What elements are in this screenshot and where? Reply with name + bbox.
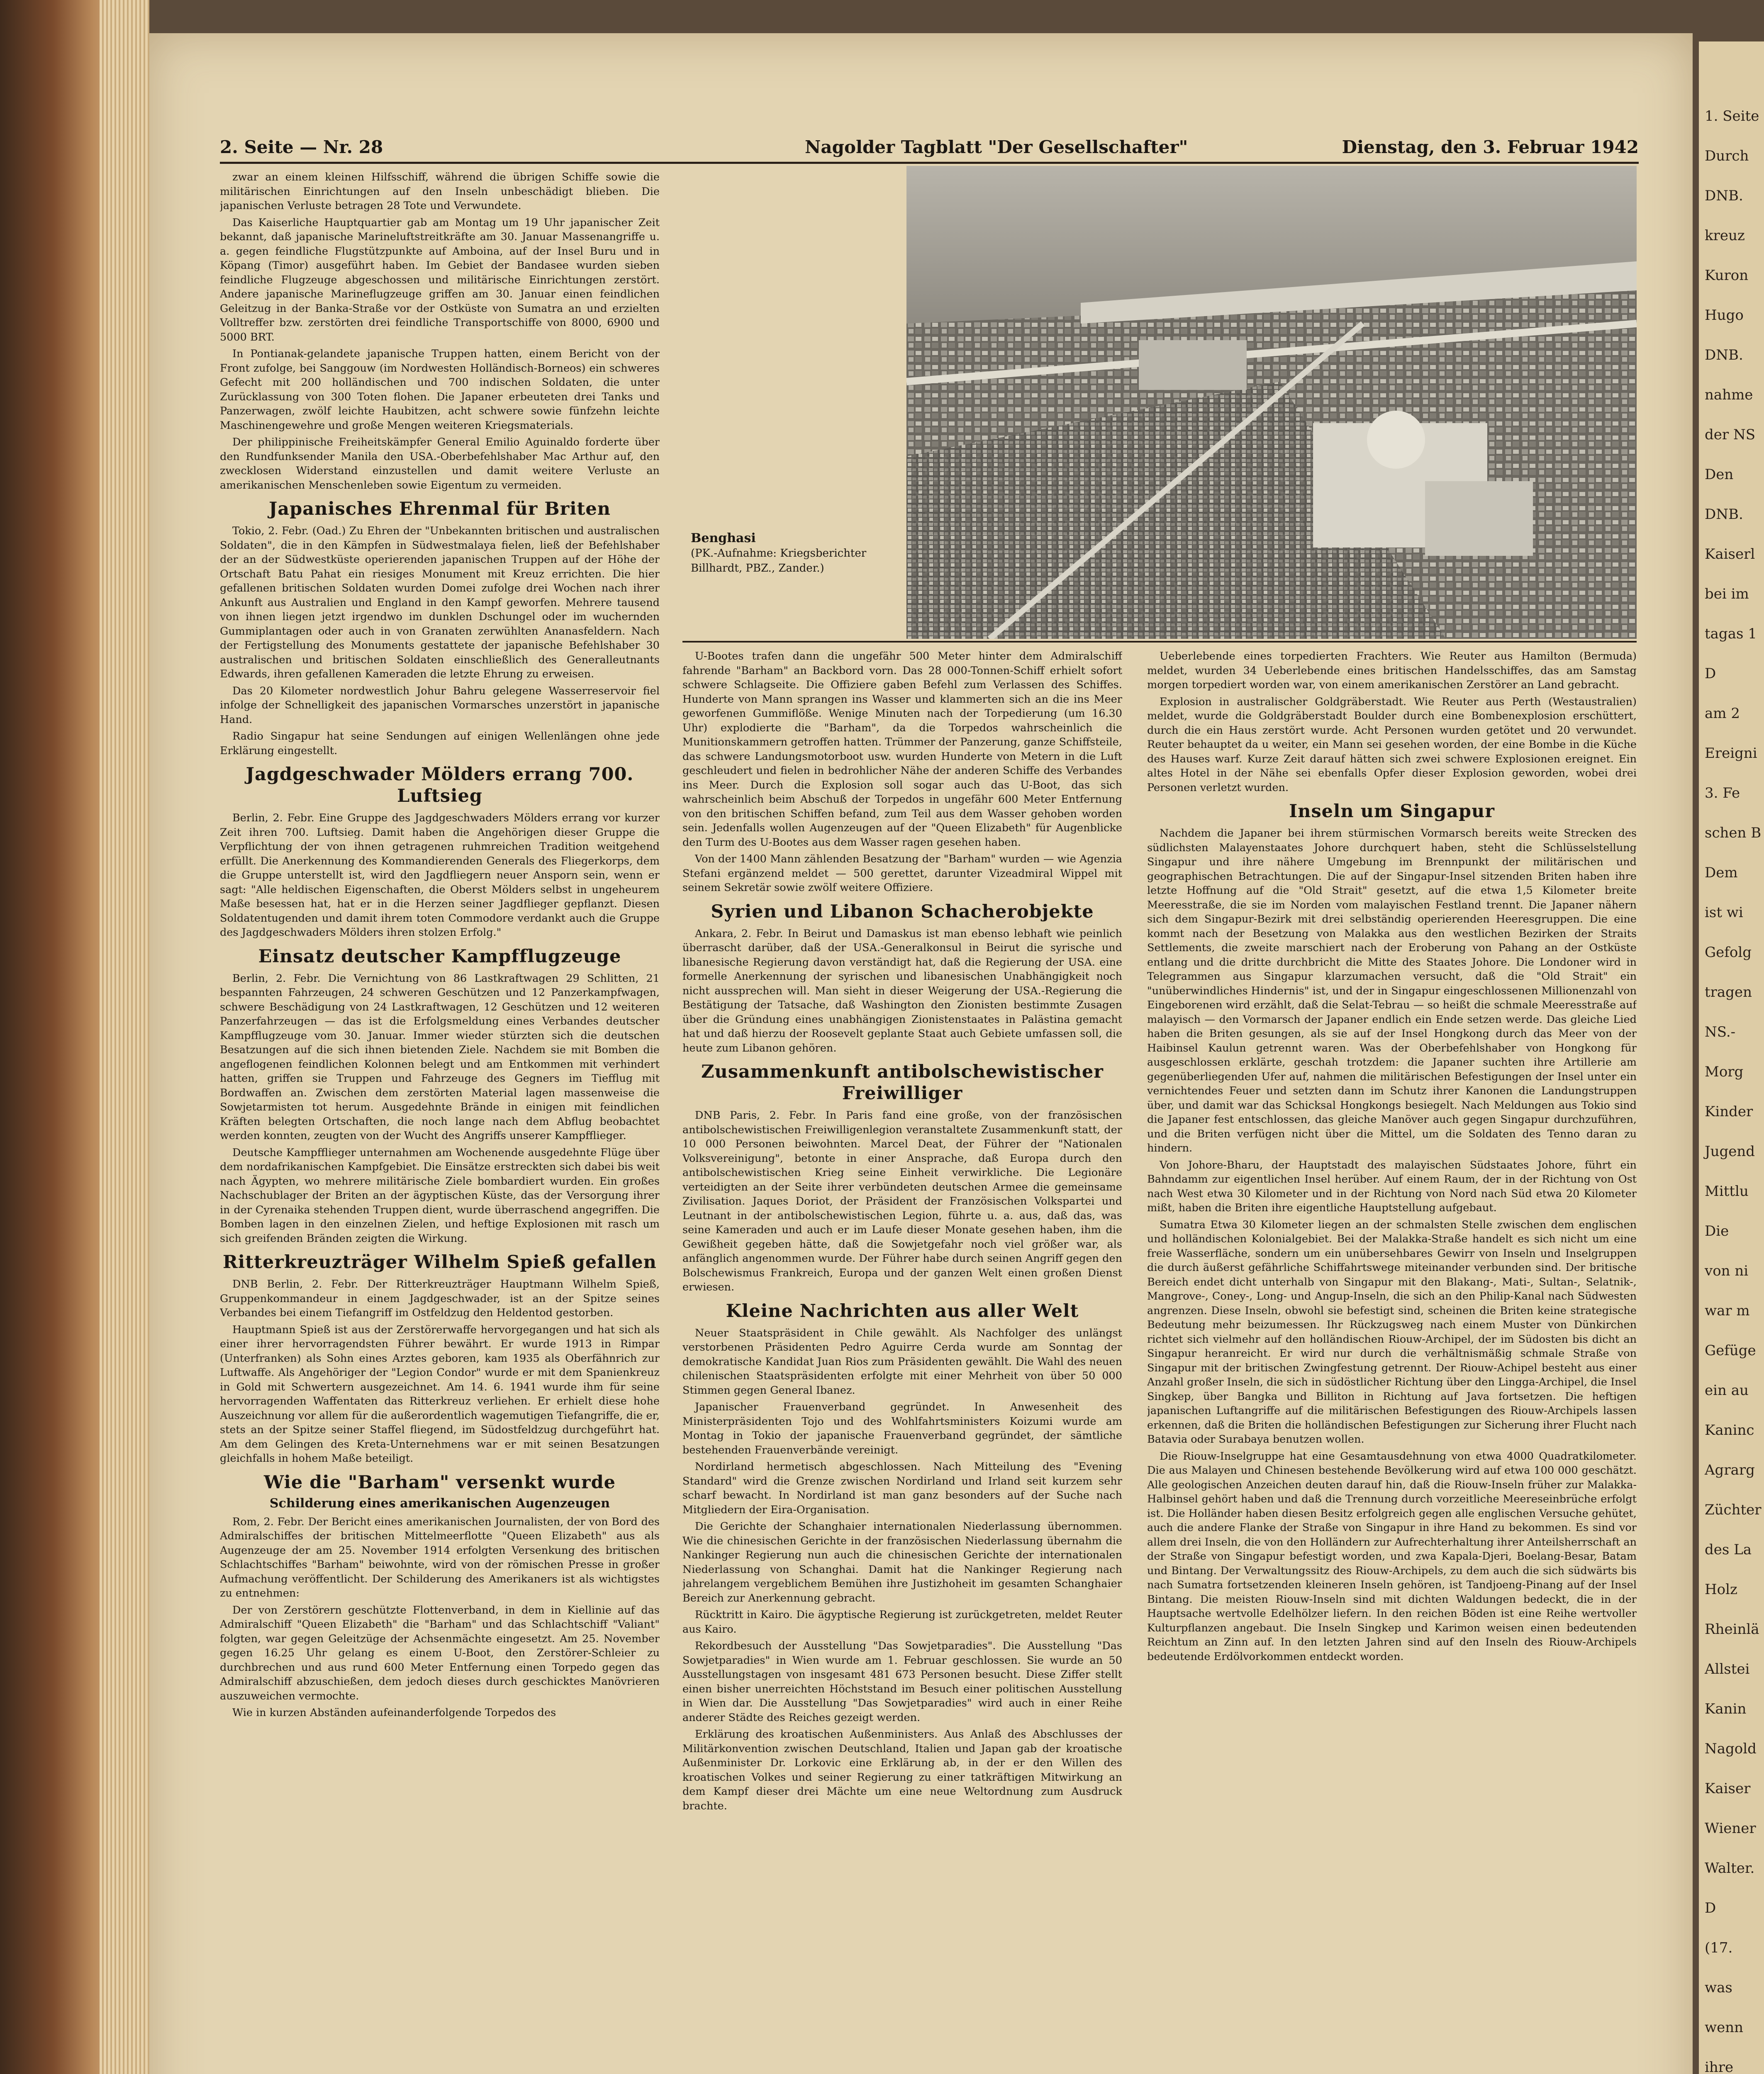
adjacent-page-fragment: Kaiser bbox=[1705, 1780, 1751, 1797]
adjacent-page-fragment: der NS bbox=[1705, 426, 1755, 443]
article-paragraph: DNB Berlin, 2. Febr. Der Ritterkreuzträger Hauptmann Wilhelm Spieß, Gruppenkommandeur in einem Jagdgeschwader, ist an der Spitze seines Verbandes bei einem Tiefangriff im Ostfeldzug den Heldentod gestorben. bbox=[220, 1278, 660, 1319]
news-item: Japanischer Frauenverband gegründet. In Anwesenheit des Ministerpräsidenten Tojo und des Wohlfahrtsministers Koizumi wurde am Montag in Tokio der japanische Frauenverband gegründet, der sämtliche bestehenden Frauenverbände vereinigt. bbox=[682, 1401, 1122, 1456]
article-paragraph: Hauptmann Spieß ist aus der Zerstörerwaffe hervorgegangen und hat sich als einer ihrer hervorragendsten Führer bewährt. Er wurde 1913 in Rimpar (Unterfranken) als Sohn eines Arztes geboren, kam 1935 als Oberfähnrich zur Luftwaffe. Als Angehöriger der "Legion Condor" wurde er mit dem Spanienkreuz in Gold mit Schwertern ausgezeichnet. Am 14. 6. 1941 wurde ihm für seine hervorragenden Waffentaten das Ritterkreuz verliehen. Er erhielt diese hohe Auszeichnung vor allem für die außerordentlich wagemutigen Tiefangriffe, die er, stets an der Spitze seiner Staffel fliegend, im Südostfeldzug durchgeführt hat. Am dem Gelingen des Kreta-Unternehmens war er mit seinen Besatzungen gleichfalls in hohem Maße beteiligt. bbox=[220, 1323, 660, 1465]
adjacent-page-fragment: Allstei bbox=[1705, 1661, 1750, 1677]
adjacent-page-fragment: von ni bbox=[1705, 1263, 1749, 1279]
headline-inseln-singapur: Inseln um Singapur bbox=[1289, 801, 1495, 822]
adjacent-page-fragment: Ereigni bbox=[1705, 745, 1757, 762]
adjacent-page-fragment: ein au bbox=[1705, 1382, 1749, 1399]
subheadline-barham: Schilderung eines amerikanischen Augenzeugen bbox=[269, 1496, 610, 1511]
headline-kampfflugzeuge: Einsatz deutscher Kampfflugzeuge bbox=[258, 946, 621, 967]
adjacent-page-fragment: Holz bbox=[1705, 1581, 1737, 1598]
news-item: Explosion in australischer Goldgräberstadt. Wie Reuter aus Perth (Westaustralien) meldet, wurde die Goldgräberstadt Boulder durch eine Bombenexplosion erschüttert, durch die ein Haus zerstört wurde. Acht Personen wurden getötet und 20 verwundet. Reuter behauptet da u weiter, ein Mann sei gesehen worden, der eine Bombe in die Küche des Hauses warf. Kurze Zeit darauf hätten sich zwei schwere Explosionen ereignet. Ein altes Hotel in der Nähe sei ebenfalls Opfer dieser Explosion geworden, wobei drei Personen verletzt wurden. bbox=[1147, 695, 1637, 794]
article-paragraph: Von Johore-Bharu, der Hauptstadt des malayischen Südstaates Johore, führt ein Bahndamm zur eigentlichen Insel herüber. Auf einem Raum, der in der Richtung von Ost nach West etwa 30 Kilometer und in der Richtung von Nord nach Süd etwa 20 Kilometer mißt, haben die Briten ihre eigentliche Hauptstellung aufgebaut. bbox=[1147, 1159, 1637, 1214]
adjacent-page-fragment: Dem bbox=[1705, 864, 1738, 881]
article-paragraph: Das 20 Kilometer nordwestlich Johur Bahru gelegene Wasserreservoir fiel infolge der Schnelligkeit des japanischen Vormarsches unzerstört in japanische Hand. bbox=[220, 684, 660, 726]
adjacent-page-fragment: schen B bbox=[1705, 825, 1762, 841]
article-paragraph: Der philippinische Freiheitskämpfer General Emilio Aguinaldo forderte über den Rundfunksender Manila den USA.-Oberbefehlshaber Mac Arthur auf, den zwecklosen Widerstand einzustellen und damit weitere Verluste an amerikanischen Menschenleben sowie Eigentum zu vermeiden. bbox=[220, 436, 660, 492]
adjacent-page-fragment: Nagold bbox=[1705, 1741, 1757, 1757]
adjacent-page-fragment: Gefolg bbox=[1705, 944, 1752, 961]
adjacent-page-fragment: Kinder bbox=[1705, 1103, 1753, 1120]
adjacent-page-fragment: ist wi bbox=[1705, 904, 1743, 921]
article-paragraph: Berlin, 2. Febr. Eine Gruppe des Jagdgeschwaders Mölders errang vor kurzer Zeit ihren 700. Luftsieg. Damit haben die Angehörigen dieser Gruppe die Verpflichtung der von ihnen getragenen ruhmreichen Tradition weitgehend erfüllt. Die Anerkennung des Kommandierenden Generals des Fliegerkorps, dem die Gruppe unterstellt ist, wird den Jagdfliegern neuer Ansporn sein, wenn er sagt: "Alle heldischen Eigenschaften, die Oberst Mölders selbst in ungeheurem Maße besessen hat, hat er in die Herzen seiner Jagdflieger gepflanzt. Diesen Soldatentugenden und damit ihrem toten Commodore verdankt auch die Gruppe des Jagdgeschwaders Mölders ihren stolzen Erfolg." bbox=[220, 812, 660, 939]
headline-syrien-libanon: Syrien und Libanon Schacherobjekte bbox=[711, 901, 1094, 922]
article-paragraph: Die Riouw-Inselgruppe hat eine Gesamtausdehnung von etwa 4000 Quadratkilometer. Die aus Malayen und Chinesen bestehende Bevölkerung wird auf etwa 100 000 geschätzt. Alle geologischen Anzeichen deuten darauf hin, daß die Riouw-Inseln früher zur Malakka-Halbinsel gehört haben und daß die Trennung durch vorzeitliche Meereseinbrüche erfolgt ist. Die Holländer haben diesen Besitz erfolgreich gegen alle englischen Versuche gehütet, auch die andere Flanke der Straße von Singapur in ihre Hand zu bekommen. Es sind vor allem drei Inseln, die von den Holländern zur Aufrechterhaltung ihrer Anteilsherrschaft an der Straße von Singapur befestigt worden, und zwa Kapala-Djeri, Boelang-Besar, Batam und Bintang. Der Verwaltungssitz des Riouw-Archipels, zu dem auch die sich südwärts bis nach Sumatra fortsetzenden kleineren Inseln gehören, ist Tandjoeng-Pinang auf der Insel Bintang. Die meisten Riouw-Inseln sind mit dichten Waldungen bedeckt, die in der Hauptsache wertvolle Edelhölzer liefern. In den reichen Böden ist eine Reihe wertvoller Kulturpflanzen angebaut. Die Inseln Singkep und Karimon weisen einen bedeutenden Reichtum an Zinn auf. In den letzten Jahren sind auf den Inseln des Riouw-Archipels bedeutende Erdölvorkommen entdeckt worden. bbox=[1147, 1450, 1637, 1663]
news-item: Neuer Staatspräsident in Chile gewählt. Als Nachfolger des unlängst verstorbenen Präsidenten Pedro Aguirre Cerda wurde am Sonntag der demokratische Kandidat Juan Rios zum Präsidenten gewählt. Die Wahl des neuen chilenischen Staatspräsidenten erfolgte mit einer Mehrheit von über 50 000 Stimmen gegen General Ibanez. bbox=[682, 1327, 1122, 1397]
column-1 bbox=[220, 170, 660, 2074]
adjacent-page-fragment: Durch bbox=[1705, 148, 1749, 164]
adjacent-page-fragment: kreuz bbox=[1705, 227, 1745, 244]
adjacent-page-strip bbox=[1699, 41, 1764, 2074]
article-paragraph: Tokio, 2. Febr. (Oad.) Zu Ehren der "Unbekannten britischen und australischen Soldaten", die in den Kämpfen in Südwestmalaya fielen, ließ der Befehlshaber der an der Südwestküste operierenden japanischen Truppen auf der Höhe der Ortschaft Batu Pahat ein riesiges Monument mit Kreuz errichten. Die hier gefallenen britischen Soldaten wurden Domei zufolge drei Wochen nach ihrer Ankunft aus Australien und England in den Kampf geworfen. Mehrere tausend von ihnen liegen jetzt irgendwo im dunklen Dschungel oder im wuchernden Gummiplantagen oder auch in von Granaten zerwühlten Ananasfeldern. Nach der Fertigstellung des Monuments gestattete der japanische Befehlshaber 30 australischen und britischen Soldaten einschließlich des Generalleutnants Edwards, ihren gefallenen Kameraden die letzte Ehrung zu erweisen. bbox=[220, 525, 660, 680]
aerial-photo-benghasi bbox=[906, 166, 1637, 639]
headline-barham: Wie die "Barham" versenkt wurde bbox=[264, 1472, 616, 1493]
newspaper-title: Nagolder Tagblatt "Der Gesellschafter" bbox=[805, 137, 1188, 157]
adjacent-page-fragment: Kaiserl bbox=[1705, 546, 1755, 562]
adjacent-page-fragment: Jugend bbox=[1705, 1143, 1755, 1160]
headline-ehrenmal: Japanisches Ehrenmal für Briten bbox=[268, 499, 611, 519]
article-paragraph: U-Bootes trafen dann die ungefähr 500 Meter hinter dem Admiralschiff fahrende "Barham" an Backbord vorn. Das 28 000-Tonnen-Schiff erhielt sofort schwere Schlagseite. Die Offiziere gaben Befehl zum Verlassen des Schiffes. Hunderte von Mann sprangen ins Wasser und klammerten sich an die ins Meer geworfenen Gummiflöße. Wenige Minuten nach der Torpedierung (um 16.30 Uhr) explodierte die "Barham", da die Torpedos wahrscheinlich die Munitionskammern getroffen hatten. Trümmer der Panzerung, ganze Schiffsteile, das schwere Landungsmotorboot usw. wurden Hunderte von Metern in die Luft geschleudert und fielen in bedrohlicher Nähe der anderen Schiffe des Verbandes ins Meer. Durch die Explosion soll sogar auch das U-Boot, das sich wahrscheinlich beim Abschuß der Torpedos in ungefähr 600 Meter Entfernung von den britischen Schiffen befand, zum Teil aus dem Wasser gehoben worden sein. Jedenfalls wollen Augenzeugen auf der "Queen Elizabeth" für Augenblicke den Turm des U-Bootes aus dem Wasser ragen gesehen haben. bbox=[682, 650, 1122, 849]
adjacent-page-fragment: D bbox=[1705, 1900, 1716, 1916]
newspaper-page bbox=[149, 33, 1693, 2074]
column-2 bbox=[682, 649, 1122, 2074]
adjacent-page-fragment: war m bbox=[1705, 1302, 1750, 1319]
photo-place: Benghasi bbox=[691, 531, 756, 545]
article-paragraph: Ankara, 2. Febr. In Beirut und Damaskus ist man ebenso lebhaft wie peinlich überrascht darüber, daß der USA.-Generalkonsul in Beirut die syrische und libanesische Regierung davon verständigt hat, daß die Regierung der USA. eine formelle Anerkennung der syrischen und libanesischen Unabhängigkeit noch nicht aussprechen will. Man sieht in dieser Weigerung der USA.-Regierung die Bestätigung der Tatsache, daß Washington den Zionisten bestimmte Zusagen über die Gründung eines unabhängigen Zionistenstaates in Palästina gemacht hat und daß hierzu der Roosevelt geplante Staat auch Gebiete umfassen soll, die heute zum Libanon gehören. bbox=[682, 927, 1122, 1054]
adjacent-page-fragment: des La bbox=[1705, 1541, 1752, 1558]
adjacent-page-fragment: NS.- bbox=[1705, 1024, 1736, 1040]
headline-freiwillige: Zusammenkunft antibolschewistischer Freiwilliger bbox=[701, 1061, 1104, 1104]
adjacent-page-fragment: Gefüge bbox=[1705, 1342, 1756, 1359]
adjacent-page-fragment: am 2 bbox=[1705, 705, 1740, 722]
page-stack-edge bbox=[100, 0, 149, 2074]
adjacent-page-fragment: Kaninc bbox=[1705, 1422, 1754, 1439]
news-item: Die Gerichte der Schanghaier internationalen Niederlassung übernommen. Wie die chinesischen Gerichte in der französischen Niederlassung übernahm die Nankinger Regierung nun auch die chinesischen Gerichte der internationalen Niederlassung von Schanghai. Damit hat die Nankinger Regierung nach jahrelangem vergeblichem Bemühen ihre Justizhoheit im gesamten Schanghaier Bereich zur Anerkennung gebracht. bbox=[682, 1520, 1122, 1604]
article-paragraph: zwar an einem kleinen Hilfsschiff, während die übrigen Schiffe sowie die militärischen Einrichtungen auf den Inseln unbeschädigt blieben. Die japanischen Verluste betragen 28 Tote und Verwundete. bbox=[220, 171, 660, 212]
article-paragraph: Berlin, 2. Febr. Die Vernichtung von 86 Lastkraftwagen 29 Schlitten, 21 bespannten Fahrzeugen, 24 schweren Geschützen und 12 Panzerkampfwagen, schwere Beschädigung von 24 Lastkraftwagen, 12 Geschützen und 12 weiteren Panzerfahrzeugen — das ist die Erfolgsmeldung eines Verbandes deutscher Kampfflugzeuge vom 30. Januar. Immer wieder stürzten sich die deutschen Besatzungen auf die sich ihnen bietenden Ziele. Nachdem sie mit Bomben die angeflogenen feindlichen Kolonnen belegt und am Entkommen mit verhindert hatten, griffen sie Truppen und Fahrzeuge des Gegners im Tiefflug mit Bordwaffen an. Zwischen dem zerstörten Material lagen massenweise die Sowjetarmisten tot herum. Ausgedehnte Brände in einigen mit feindlichen Kräften belegten Ortschaften, die noch lange nach dem Abflug beobachtet werden konnten, zeugten von der Wucht des Angriffs unserer Kampfflieger. bbox=[220, 972, 660, 1142]
news-item: Nordirland hermetisch abgeschlossen. Nach Mitteilung des "Evening Standard" wird die Grenze zwischen Nordirland und Irland seit kurzem sehr scharf bewacht. In Nordirland ist man ganz besonders auf der Suche nach Mitgliedern der Eira-Organisation. bbox=[682, 1461, 1122, 1516]
article-paragraph: Sumatra Etwa 30 Kilometer liegen an der schmalsten Stelle zwischen dem englischen und holländischen Kolonialgebiet. Bei der Malakka-Straße handelt es sich nicht um eine freie Wasserfläche, sondern um ein unübersehbares Gewirr von Inseln und Inselgruppen die durch äußerst gefährliche Schiffahrtswege miteinander verbunden sind. Der britische Bereich endet dicht unterhalb von Singapur mit den Blakang-, Mati-, Sultan-, Selatnik-, Mangrove-, Coney-, Long- und Angup-Inseln, die sich an den Philip-Kanal nach Südwesten angrenzen. Diese Inseln, obwohl sie befestigt sind, scheinen die Briten keine strategische Bedeutung mehr beizumessen. Ihr Rückzugsweg nach einem Muster von Dünkirchen richtet sich vielmehr auf den holländischen Riouw-Archipel, der im Südosten bis dicht an Singapur heranreicht. Er wird nur durch die verhältnismäßig schmale Straße von Singapur mit der britischen Zwingfestung getrennt. Der Riouw-Achipel besteht aus einer Anzahl großer Inseln, die sich in südöstlicher Richtung über den Lingga-Archipel, die Insel Singkep, über Bangka und Billiton in Richtung auf Java fortsetzen. Die heftigen japanischen Luftangriffe auf die militärischen Befestigungen des Riouw-Archipels lassen erkennen, daß die Briten die holländischen Befestigungen zur Sicherung ihrer Flucht nach Batavia oder Surabaya benutzen wollen. bbox=[1147, 1218, 1637, 1446]
adjacent-page-fragment: Morg bbox=[1705, 1064, 1744, 1080]
article-paragraph: In Pontianak-gelandete japanische Truppen hatten, einem Bericht von der Front zufolge, bei Sanggouw (im Nordwesten Holländisch-Borneos) ein schweres Gefecht mit 200 holländischen und 700 indischen Soldaten, die unter Zurücklassung von 300 Toten flohen. Die Japaner erbeuteten drei Tanks und Panzerwagen, zwölf leichte Haubitzen, acht schwere sowie fünfzehn leichte Maschinengewehre und große Mengen weiteren Kriegsmaterials. bbox=[220, 348, 660, 432]
adjacent-page-fragment: was bbox=[1705, 1979, 1732, 1996]
adjacent-page-fragment: ihre bbox=[1705, 2059, 1734, 2074]
adjacent-page-fragment: wenn bbox=[1705, 2019, 1744, 2036]
adjacent-page-fragment: Agrarg bbox=[1705, 1462, 1755, 1478]
adjacent-page-fragment: Kanin bbox=[1705, 1701, 1747, 1717]
adjacent-page-fragment: bei im bbox=[1705, 586, 1749, 602]
adjacent-page-fragment: D bbox=[1705, 665, 1716, 682]
news-item: Ueberlebende eines torpedierten Frachters. Wie Reuter aus Hamilton (Bermuda) meldet, wurden 34 Ueberlebende eines britischen Handelsschiffes, das am Samstag morgen torpediert worden war, von einem amerikanischen Zerstörer an Land gebracht. bbox=[1147, 650, 1637, 691]
article-paragraph: Deutsche Kampfflieger unternahmen am Wochenende ausgedehnte Flüge über dem nordafrikanischen Kampfgebiet. Die Einsätze erstreckten sich dabei bis weit nach Ägypten, wo mehrere militärische Ziele bombardiert wurden. Ein großes Nachschublager der Briten an der ägyptischen Küste, das der Versorgung ihrer in der Cyrenaika stehenden Truppen dient, wurde überraschend angegriffen. Die Bomben lagen in den einzelnen Zielen, und heftige Explosionen mit rasch um sich greifenden Bränden zeigten die Wirkung. bbox=[220, 1146, 660, 1245]
aerial-city-image bbox=[906, 166, 1637, 639]
news-item: Rücktritt in Kairo. Die ägyptische Regierung ist zurückgetreten, meldet Reuter aus Kairo. bbox=[682, 1609, 1122, 1636]
article-paragraph: Von der 1400 Mann zählenden Besatzung der "Barham" wurden — wie Agenzia Stefani ergänzend meldet — 500 gerettet, darunter Vizeadmiral Wippel mit seinem Sekretär sowie zwölf weitere Offiziere. bbox=[682, 853, 1122, 894]
adjacent-page-fragment: Kuron bbox=[1705, 267, 1749, 284]
adjacent-page-fragment: Wiener bbox=[1705, 1820, 1756, 1837]
article-paragraph: DNB Paris, 2. Febr. In Paris fand eine große, von der französischen antibolschewistischen Freiwilligenlegion veranstaltete Zusammenkunft statt, der 10 000 Personen beiwohnten. Marcel Deat, der Führer der "Nationalen Volksvereinigung", betonte in einer Ansprache, daß Europa durch den antibolschewistischen Krieg seine Einheit verwirkliche. Die Legionäre verteidigten an der Seite ihrer verbündeten deutschen Armee die gemeinsame Zivilisation. Jaques Doriot, der Präsident der Französischen Volkspartei und Leutnant in der antibolschewistischen Legion, führte u. a. aus, daß das, was seine Kameraden und auch er im Laufe dieser Monate gesehen haben, ihm die Gewißheit gegeben hätte, daß die Sowjetgefahr noch viel größer war, als anfänglich angenommen wurde. Der Führer habe durch seinen Angriff gegen den Bolschewismus Frankreich, Europa und der ganzen Welt einen großen Dienst erwiesen. bbox=[682, 1109, 1122, 1293]
photo-caption bbox=[691, 531, 886, 576]
news-item: Rekordbesuch der Ausstellung "Das Sowjetparadies". Die Ausstellung "Das Sowjetparadies" in Wien wurde am 1. Februar geschlossen. Sie wurde an 50 Ausstellungstagen von insgesamt 481 673 Personen besucht. Diese Ziffer stellt einen bisher unerreichten Höchststand im Besuch einer politischen Ausstellung in Wien dar. Die Ausstellung "Das Sowjetparadies" wird auch in einer Reihe anderer Städte des Reiches gezeigt werden. bbox=[682, 1640, 1122, 1724]
headline-kleine-nachrichten: Kleine Nachrichten aus aller Welt bbox=[726, 1300, 1079, 1322]
adjacent-page-fragment: Züchter bbox=[1705, 1502, 1762, 1518]
article-paragraph: Der von Zerstörern geschützte Flottenverband, in dem in Kiellinie auf das Admiralschiff "Queen Elizabeth" die "Barham" und das Schlachtschiff "Valiant" folgten, war gegen Geleitzüge der Achsenmächte eingesetzt. Am 25. November gegen 16.25 Uhr gelang es einem U-Boot, den Zerstörer-Schleier zu durchbrechen und aus rund 600 Meter Entfernung einen Torpedo gegen das Admiralschiff abzuschießen, dem jedoch dieses durch geschicktes Manövrieren auszuweichen vermochte. bbox=[220, 1604, 660, 1702]
adjacent-page-fragment: Walter. bbox=[1705, 1860, 1755, 1877]
adjacent-page-fragment: (17. bbox=[1705, 1940, 1733, 1956]
adjacent-page-fragment: Den bbox=[1705, 466, 1734, 483]
adjacent-page-fragment: Mittlu bbox=[1705, 1183, 1749, 1200]
adjacent-page-fragment: DNB. bbox=[1705, 187, 1743, 204]
article-paragraph: Radio Singapur hat seine Sendungen auf einigen Wellenlängen ohne jede Erklärung eingestellt. bbox=[220, 730, 660, 757]
adjacent-page-fragment: nahme bbox=[1705, 387, 1753, 403]
article-paragraph: Nachdem die Japaner bei ihrem stürmischen Vormarsch bereits weite Strecken des südlichsten Malayenstaates Johore durchquert haben, steht die Schlüsselstellung Singapur und ihre nähere Umgebung im Brennpunkt der militärischen und geographischen Betrachtungen. Die auf der Singapur-Insel sitzenden Briten haben ihre letzte Hoffnung auf die "Old Strait" gesetzt, auf die etwa 1,5 Kilometer breite Meeresstraße, die sie im Norden vom malayischen Festland trennt. Die Japaner nähern sich dem Singapur-Bezirk mit drei selbständig operierenden Heeresgruppen. Die eine kommt nach der Besetzung von Malakka aus den westlichen Bezirken der Straits Settlements, die zweite marschiert nach der Eroberung von Pahang an der Ostküste entlang und die dritte durchbricht die Mitte des Staates Johore. Die Londoner wird in Telegrammen aus Singapur klarzumachen versucht, daß die "Old Strait" ein "unüberwindliches Hindernis" ist, und der in Singapur eingeschlossenen Millionenzahl von Eingeborenen wird erzählt, daß die Selat-Tebrau — so heißt die schmale Meeresstraße auf malayisch — den Vormarsch der Japaner endlich ein Ende setzen werde. Das gleiche Lied haben die Briten gesungen, als sie auf der Insel Hongkong durch das Meer von der Haibinsel Kaulun getrennt waren. Was der Oberbefehlshaber von Hongkong für ausgeschlossen erklärte, geschah trotzdem: die Japaner suchten ihre Artillerie am gegenüberliegenden Ufer auf, nahmen die militärischen Befestigungen der Insel unter ein vernichtendes Feuer und setzten dann im Schutz ihrer Kanonen die Landungstruppen über, und damit war das Schicksal Hongkongs besiegelt. Nach Meldungen aus Tokio sind die Japaner fest entschlossen, das gleiche Manöver auch gegen Singapur durchzuführen, und die Briten verfügen nicht über die Mittel, um die Soldaten des Tenno daran zu hindern. bbox=[1147, 827, 1637, 1154]
adjacent-page-fragment: Die bbox=[1705, 1223, 1729, 1239]
page-header bbox=[220, 137, 1639, 164]
adjacent-page-fragment: 1. Seite bbox=[1705, 108, 1759, 124]
adjacent-page-fragment: DNB. bbox=[1705, 506, 1743, 523]
headline-spiess: Ritterkreuzträger Wilhelm Spieß gefallen bbox=[223, 1252, 657, 1273]
photo-block bbox=[682, 166, 1637, 643]
page-number: 2. Seite — Nr. 28 bbox=[220, 137, 383, 157]
adjacent-page-fragment: Rheinlä bbox=[1705, 1621, 1759, 1638]
adjacent-page-fragment: 3. Fe bbox=[1705, 785, 1740, 801]
adjacent-page-fragment: tragen bbox=[1705, 984, 1752, 1000]
photo-credit: (PK.-Aufnahme: Kriegsberichter Billhardt, PBZ., Zander.) bbox=[691, 547, 867, 574]
article-paragraph: Rom, 2. Febr. Der Bericht eines amerikanischen Journalisten, der von Bord des Admiralschiffes der britischen Mittelmeerflotte "Queen Elizabeth" aus als Augenzeuge der am 25. November 1914 erfolgten Versenkung des britischen Schlachtschiffes "Barham" beiwohnte, wird von der römischen Presse in großer Aufmachung veröffentlicht. Der Schilderung des Amerikaners ist als wichtigstes zu entnehmen: bbox=[220, 1515, 660, 1599]
article-paragraph: Das Kaiserliche Hauptquartier gab am Montag um 19 Uhr japanischer Zeit bekannt, daß japanische Marineluftstreitkräfte am 30. Januar Massenangriffe u. a. gegen feindliche Flugstützpunkte auf Amboina, auf der Insel Buru und in Köpang (Timor) ausgeführt haben. Im Gebiet der Bandasee wurden sieben feindliche Flugzeuge abgeschossen und militärische Einrichtungen zerstört. Andere japanische Marineflugzeuge griffen am 30. Januar einen feindlichen Geleitzug in der Banka-Straße vor der Ostküste von Sumatra an und erzielten Volltreffer bzw. zerstörten drei feindliche Transportschiffe von 8000, 6900 und 5000 BRT. bbox=[220, 216, 660, 343]
column-3 bbox=[1147, 649, 1637, 2074]
adjacent-page-fragment: DNB. bbox=[1705, 347, 1743, 363]
headline-moelders: Jagdgeschwader Mölders errang 700. Luftsieg bbox=[246, 764, 634, 806]
article-paragraph: Wie in kurzen Abständen aufeinanderfolgende Torpedos des bbox=[232, 1706, 556, 1719]
issue-date: Dienstag, den 3. Februar 1942 bbox=[1342, 137, 1639, 157]
adjacent-page-fragment: Hugo bbox=[1705, 307, 1744, 324]
news-item: Erklärung des kroatischen Außenministers. Aus Anlaß des Abschlusses der Militärkonvention zwischen Deutschland, Italien und Japan gab der kroatische Außenminister Dr. Lorkovic eine Erklärung ab, in der er den Willen des kroatischen Volkes und seiner Regierung zu einer tatkräftigen Mitwirkung an dem Kampf dieser drei Mächte um eine neue Weltordnung zum Ausdruck brachte. bbox=[682, 1728, 1122, 1812]
adjacent-page-fragment: tagas 1 bbox=[1705, 626, 1757, 642]
